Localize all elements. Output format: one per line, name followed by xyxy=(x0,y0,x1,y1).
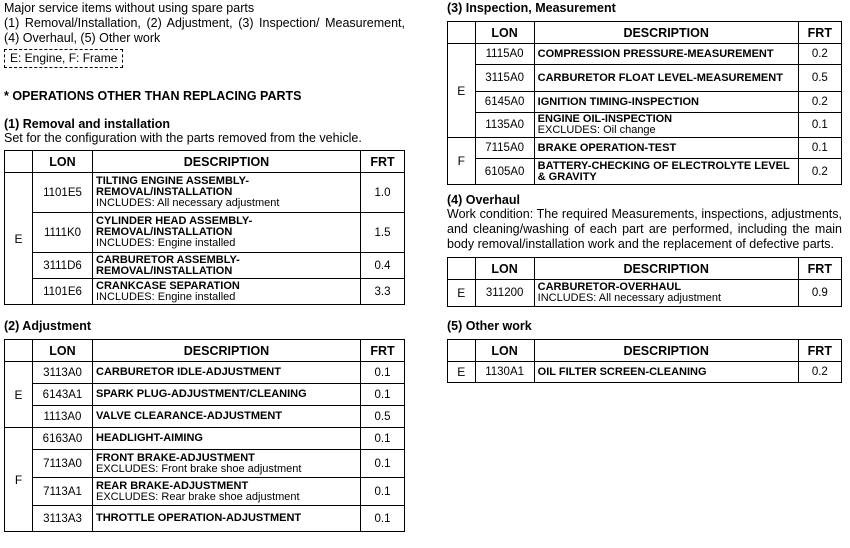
lon-cell: 3113A0 xyxy=(33,362,93,384)
lon-cell: 1130A1 xyxy=(475,362,534,383)
table-row xyxy=(5,478,405,506)
description-cell xyxy=(93,428,361,450)
other-service-table xyxy=(447,339,842,383)
description-cell xyxy=(534,44,798,65)
description-title: HEADLIGHT-AIMING xyxy=(96,432,203,444)
adjustment-title: (2) Adjustment xyxy=(4,319,92,333)
frt-cell: 0.2 xyxy=(798,159,841,185)
lon-cell: 311200 xyxy=(475,280,534,307)
header-row xyxy=(5,340,405,362)
lon-cell: 7113A0 xyxy=(33,450,93,478)
table-row xyxy=(448,362,842,383)
description-title: ENGINE OIL-INSPECTION xyxy=(537,113,673,125)
table-row xyxy=(448,138,842,159)
header-lon: LON xyxy=(475,258,534,280)
header-lon: LON xyxy=(33,340,93,362)
description-cell xyxy=(93,506,361,532)
frt-cell: 3.3 xyxy=(361,279,405,305)
frt-cell: 0.1 xyxy=(798,113,841,138)
description-title: BRAKE OPERATION-TEST xyxy=(537,141,677,154)
frt-cell: 0.1 xyxy=(361,478,405,506)
adjustment-table xyxy=(4,339,405,532)
header-lon: LON xyxy=(33,151,93,173)
description-cell xyxy=(93,450,361,478)
description-cell xyxy=(534,138,798,159)
removal-note: Set for the configuration with the parts removed from the vehicle. xyxy=(4,131,362,145)
description-title: SPARK PLUG-ADJUSTMENT/CLEANING xyxy=(96,388,307,400)
frt-cell: 0.2 xyxy=(798,362,841,383)
table-row xyxy=(5,173,405,213)
removal-service-table xyxy=(4,150,405,305)
description-cell xyxy=(93,253,361,279)
lon-cell: 1113A0 xyxy=(33,406,93,428)
intro xyxy=(4,1,405,68)
header-lon: LON xyxy=(475,340,534,362)
description-cell xyxy=(534,280,798,307)
lon-cell: 7113A1 xyxy=(33,478,93,506)
description-cell xyxy=(93,213,361,253)
description-cell xyxy=(93,478,361,506)
removal-title: (1) Removal and installation xyxy=(4,117,171,131)
table-row xyxy=(448,44,842,65)
frt-cell: 0.2 xyxy=(798,44,841,65)
lon-cell: 1101E5 xyxy=(33,173,93,213)
table-row xyxy=(448,280,842,307)
header-group-cell xyxy=(448,22,476,44)
group-code-cell: E xyxy=(448,280,476,307)
description-note: EXCLUDES: Oil change xyxy=(537,124,656,136)
description-title: IGNITION TIMING-INSPECTION xyxy=(537,95,700,108)
header-description: DESCRIPTION xyxy=(534,258,798,280)
left-column xyxy=(4,0,405,532)
header-description: DESCRIPTION xyxy=(534,22,798,44)
description-note: INCLUDES: All necessary adjustment xyxy=(537,292,722,304)
legend-box: E: Engine, F: Frame xyxy=(4,49,123,68)
description-cell xyxy=(93,173,361,213)
lon-cell: 3111D6 xyxy=(33,253,93,279)
description-title: CARBURETOR ASSEMBLY-REMOVAL/INSTALLATION xyxy=(96,253,240,277)
overhaul-note: Work condition: The required Measurements, inspections, adjustments, and cleaning/washing of each part are performed, including the main body removal/installation work and the replacement of defective parts. xyxy=(447,207,842,251)
frt-cell: 0.2 xyxy=(798,92,841,113)
frt-cell: 1.0 xyxy=(361,173,405,213)
inspection-title: (3) Inspection, Measurement xyxy=(447,1,616,15)
description-title: BATTERY-CHECKING OF ELECTROLYTE LEVEL & GRAVITY xyxy=(537,159,790,183)
description-note: INCLUDES: All necessary adjustment xyxy=(96,197,280,209)
table-row xyxy=(448,113,842,138)
group-code-cell: E xyxy=(448,362,476,383)
table-row xyxy=(5,213,405,253)
lon-cell: 6163A0 xyxy=(33,428,93,450)
lon-cell: 1101E6 xyxy=(33,279,93,305)
description-cell xyxy=(534,362,798,383)
table-row xyxy=(5,406,405,428)
header-frt: FRT xyxy=(798,22,841,44)
description-title: VALVE CLEARANCE-ADJUSTMENT xyxy=(96,410,282,422)
lon-cell: 6143A1 xyxy=(33,384,93,406)
description-title: CARBURETOR IDLE-ADJUSTMENT xyxy=(96,366,281,378)
frt-cell: 1.5 xyxy=(361,213,405,253)
header-group-cell xyxy=(448,340,476,362)
frt-cell: 0.1 xyxy=(361,362,405,384)
overhaul-title: (4) Overhaul xyxy=(447,193,520,207)
lon-cell: 6145A0 xyxy=(475,92,534,113)
description-title: TILTING ENGINE ASSEMBLY-REMOVAL/INSTALLATION xyxy=(96,175,249,198)
table-row xyxy=(448,92,842,113)
table-row xyxy=(5,428,405,450)
description-title: THROTTLE OPERATION-ADJUSTMENT xyxy=(96,512,302,524)
lon-cell: 1135A0 xyxy=(475,113,534,138)
header-group-cell xyxy=(448,258,476,280)
frt-cell: 0.4 xyxy=(361,253,405,279)
description-cell xyxy=(534,92,798,113)
header-frt: FRT xyxy=(798,340,841,362)
description-note: EXCLUDES: Front brake shoe adjustment xyxy=(96,462,302,475)
adjustment-service-table xyxy=(4,339,405,532)
description-title: CARBURETOR FLOAT LEVEL-MEASUREMENT xyxy=(537,71,783,84)
intro-line-2: (1) Removal/Installation, (2) Adjustment, (3) Inspection/ Measurement, (4) Overhaul, (5) Other work xyxy=(4,16,405,45)
table-row xyxy=(448,159,842,185)
table-row xyxy=(448,65,842,92)
description-cell xyxy=(93,384,361,406)
group-code-cell: E xyxy=(5,362,33,428)
overhaul-table xyxy=(447,257,842,307)
lon-cell: 7115A0 xyxy=(475,138,534,159)
description-note: INCLUDES: Engine installed xyxy=(96,290,236,303)
description-title: CYLINDER HEAD ASSEMBLY-REMOVAL/INSTALLATION xyxy=(96,215,253,238)
description-title: COMPRESSION PRESSURE-MEASUREMENT xyxy=(537,47,774,60)
inspection-table xyxy=(447,21,842,185)
frt-cell: 0.1 xyxy=(798,138,841,159)
description-title: FRONT BRAKE-ADJUSTMENT xyxy=(96,451,255,464)
removal-table xyxy=(4,150,405,305)
group-code-cell: F xyxy=(5,428,33,532)
intro-line-1: Major service items without using spare parts xyxy=(4,1,255,15)
operations-title: * OPERATIONS OTHER THAN REPLACING PARTS xyxy=(4,89,302,103)
lon-cell: 3115A0 xyxy=(475,65,534,92)
group-code-cell: F xyxy=(448,138,476,185)
header-row xyxy=(448,22,842,44)
header-group-cell xyxy=(5,151,33,173)
overhaul-service-table xyxy=(447,257,842,307)
header-group-cell xyxy=(5,340,33,362)
header-frt: FRT xyxy=(361,151,405,173)
lon-cell: 6105A0 xyxy=(475,159,534,185)
header-frt: FRT xyxy=(361,340,405,362)
group-code-cell: E xyxy=(5,173,33,305)
description-title: REAR BRAKE-ADJUSTMENT xyxy=(96,479,249,492)
description-cell xyxy=(93,279,361,305)
description-title: CRANKCASE SEPARATION xyxy=(96,279,240,292)
description-note: INCLUDES: Engine installed xyxy=(96,237,236,249)
inspection-service-table xyxy=(447,21,842,185)
table-row xyxy=(5,253,405,279)
group-code-cell: E xyxy=(448,44,476,138)
table-row xyxy=(5,384,405,406)
frt-cell: 0.5 xyxy=(798,65,841,92)
table-row xyxy=(5,450,405,478)
header-row xyxy=(5,151,405,173)
header-row xyxy=(448,340,842,362)
lon-cell: 1115A0 xyxy=(475,44,534,65)
header-frt: FRT xyxy=(798,258,841,280)
frt-cell: 0.1 xyxy=(361,384,405,406)
description-cell xyxy=(93,406,361,428)
description-cell xyxy=(93,362,361,384)
header-description: DESCRIPTION xyxy=(93,151,361,173)
table-row xyxy=(5,279,405,305)
frt-cell: 0.9 xyxy=(798,280,841,307)
lon-cell: 3113A3 xyxy=(33,506,93,532)
lon-cell: 1111K0 xyxy=(33,213,93,253)
description-cell xyxy=(534,159,798,185)
other-work-title: (5) Other work xyxy=(447,319,532,333)
header-row xyxy=(448,258,842,280)
frt-cell: 0.5 xyxy=(361,406,405,428)
description-cell xyxy=(534,113,798,138)
description-cell xyxy=(534,65,798,92)
other-work-table xyxy=(447,339,842,383)
table-row xyxy=(5,362,405,384)
frt-cell: 0.1 xyxy=(361,506,405,532)
header-lon: LON xyxy=(475,22,534,44)
frt-cell: 0.1 xyxy=(361,450,405,478)
right-column xyxy=(447,0,842,383)
table-row xyxy=(5,506,405,532)
frt-cell: 0.1 xyxy=(361,428,405,450)
header-description: DESCRIPTION xyxy=(93,340,361,362)
description-title: CARBURETOR-OVERHAUL xyxy=(537,281,682,293)
description-title: OIL FILTER SCREEN-CLEANING xyxy=(537,365,707,378)
description-note: EXCLUDES: Rear brake shoe adjustment xyxy=(96,490,300,503)
header-description: DESCRIPTION xyxy=(534,340,798,362)
